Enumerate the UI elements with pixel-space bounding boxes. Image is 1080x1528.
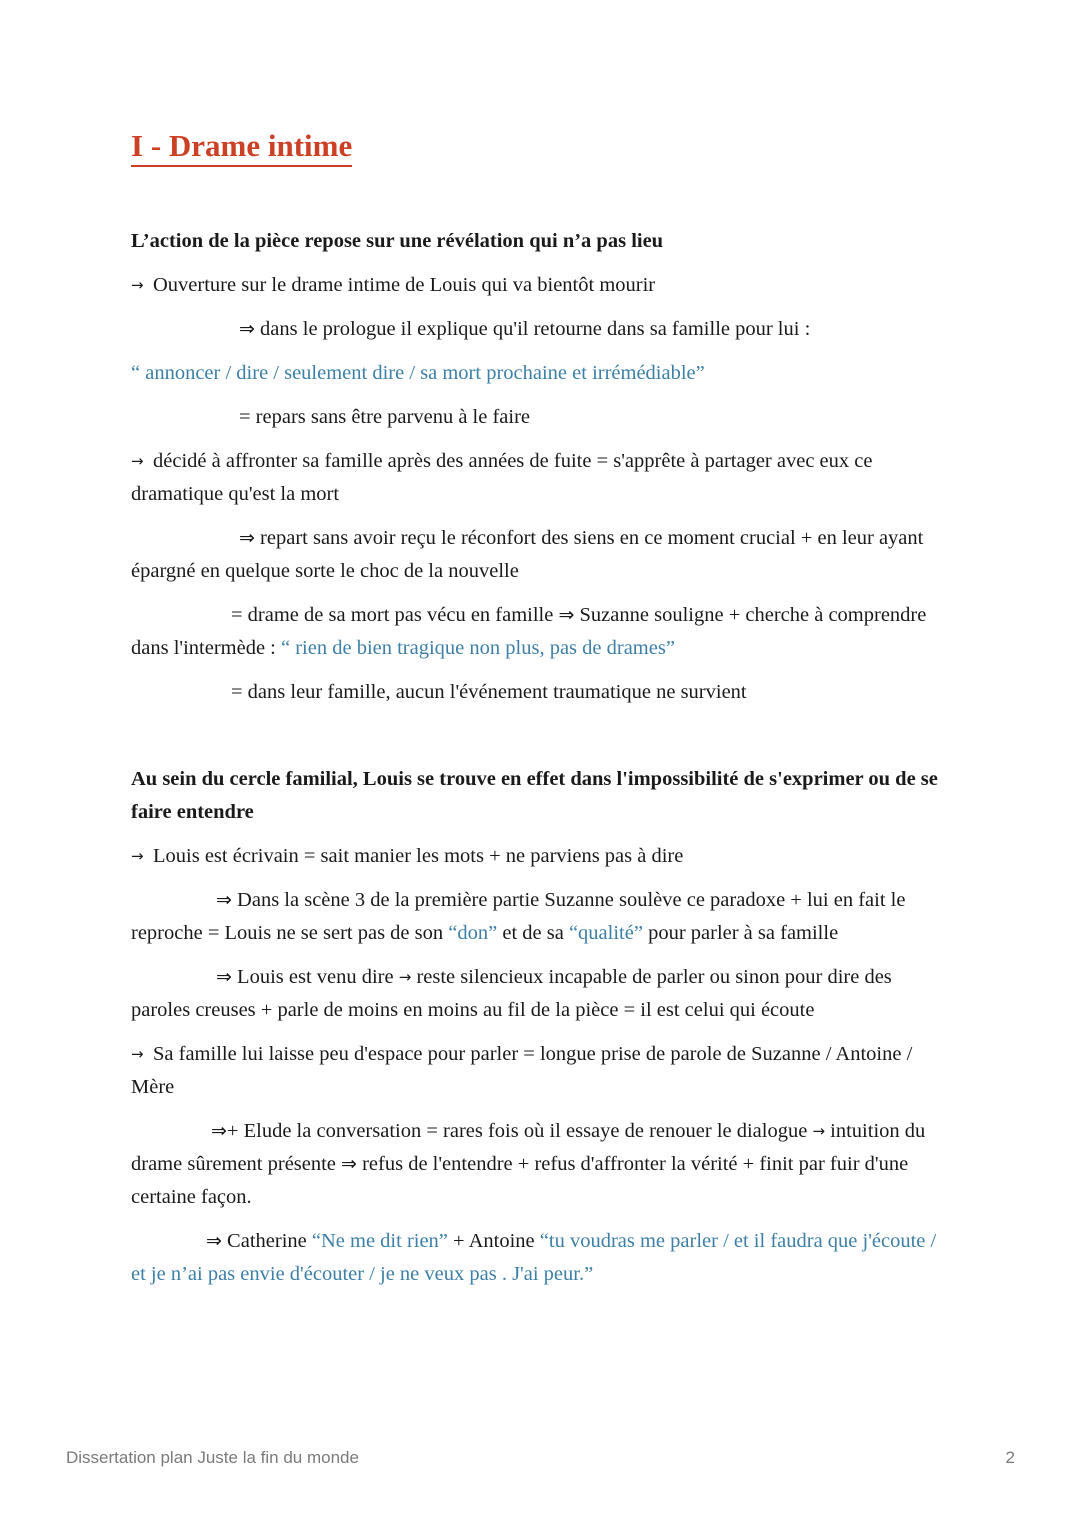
arrow-icon: → [131, 452, 144, 470]
paragraph: ⇒ Dans la scène 3 de la première partie Suzanne soulève ce paradoxe + lui en fait le reproche = Louis ne se sert pas de son “don” et de sa “qualité” pour parler à sa famille [131, 889, 906, 944]
implies-icon: ⇒ [216, 966, 232, 988]
paragraph: = dans leur famille, aucun l'événement traumatique ne survient [231, 681, 747, 703]
inline-quote: “tu voudras me parler / et il faudra que j'écoute / et je n’ai pas envie d'écouter / je ne veux pas . J'ai peur.” [131, 1230, 937, 1285]
implies-icon: ⇒ [216, 889, 232, 911]
paragraph: ⇒ repart sans avoir reçu le réconfort des siens en ce moment crucial + en leur ayant épargné en quelque sorte le choc de la nouvelle [131, 527, 924, 582]
paragraph: = repars sans être parvenu à le faire [239, 406, 531, 428]
paragraph: = drame de sa mort pas vécu en famille ⇒ Suzanne souligne + cherche à comprendre dans l'intermède : “ rien de bien tragique non plus, pas de drames” [131, 604, 927, 659]
paragraph: ⇒ Catherine “Ne me dit rien” + Antoine “tu voudras me parler / et il faudra que j'écoute / et je n’ai pas envie d'écouter / je ne veux pas . J'ai peur.” [131, 1230, 937, 1285]
footer-title: Dissertation plan Juste la fin du monde [66, 1448, 359, 1467]
implies-icon: ⇒ [558, 604, 575, 626]
paragraph: → Louis est écrivain = sait manier les mots + ne parviens pas à dire [131, 840, 951, 873]
paragraph: ⇒ Louis est venu dire → reste silencieux incapable de parler ou sinon pour dire des paroles creuses + parle de moins en moins au fil de la pièce = il est celui qui écoute [131, 966, 892, 1021]
arrow-icon: → [812, 1122, 826, 1140]
inline-quote: “ rien de bien tragique non plus, pas de drames” [281, 637, 675, 659]
implies-icon: ⇒ [239, 527, 255, 549]
quote-paragraph: “ annoncer / dire / seulement dire / sa mort prochaine et irrémédiable” [131, 362, 705, 384]
arrow-icon: → [131, 1045, 144, 1063]
implies-icon: ⇒ [206, 1230, 222, 1252]
subsection-title-1: L’action de la pièce repose sur une révélation qui n’a pas lieu [131, 230, 664, 252]
inline-quote: “qualité” [568, 922, 643, 944]
implies-icon: ⇒ [211, 1120, 227, 1142]
page-number: 2 [1005, 1448, 1015, 1467]
section-heading: I - Drame intime [131, 128, 352, 167]
paragraph: ⇒+ Elude la conversation = rares fois où il essaye de renouer le dialogue → intuition du drame sûrement présente ⇒ refus de l'entendre + refus d'affronter la vérité + finit par fuir d'une certaine façon. [131, 1120, 926, 1208]
arrow-icon: → [131, 276, 144, 294]
arrow-icon: → [398, 968, 412, 986]
document-page [131, 128, 951, 1291]
inline-quote: “Ne me dit rien” [311, 1230, 448, 1252]
inline-quote: “don” [448, 922, 498, 944]
implies-icon: ⇒ [239, 318, 255, 340]
arrow-icon: → [131, 847, 144, 865]
implies-icon: ⇒ [341, 1153, 357, 1175]
paragraph: → décidé à affronter sa famille après des années de fuite = s'apprête à partager avec eux ce dramatique qu'est la mort [131, 445, 951, 511]
paragraph: → Sa famille lui laisse peu d'espace pour parler = longue prise de parole de Suzanne / Antoine / Mère [131, 1038, 951, 1104]
subsection-title-2: Au sein du cercle familial, Louis se trouve en effet dans l'impossibilité de s'exprimer ou de se faire entendre [131, 768, 938, 823]
paragraph: ⇒ dans le prologue il explique qu'il retourne dans sa famille pour lui : [239, 318, 811, 340]
paragraph: → Ouverture sur le drame intime de Louis qui va bientôt mourir [131, 269, 951, 302]
